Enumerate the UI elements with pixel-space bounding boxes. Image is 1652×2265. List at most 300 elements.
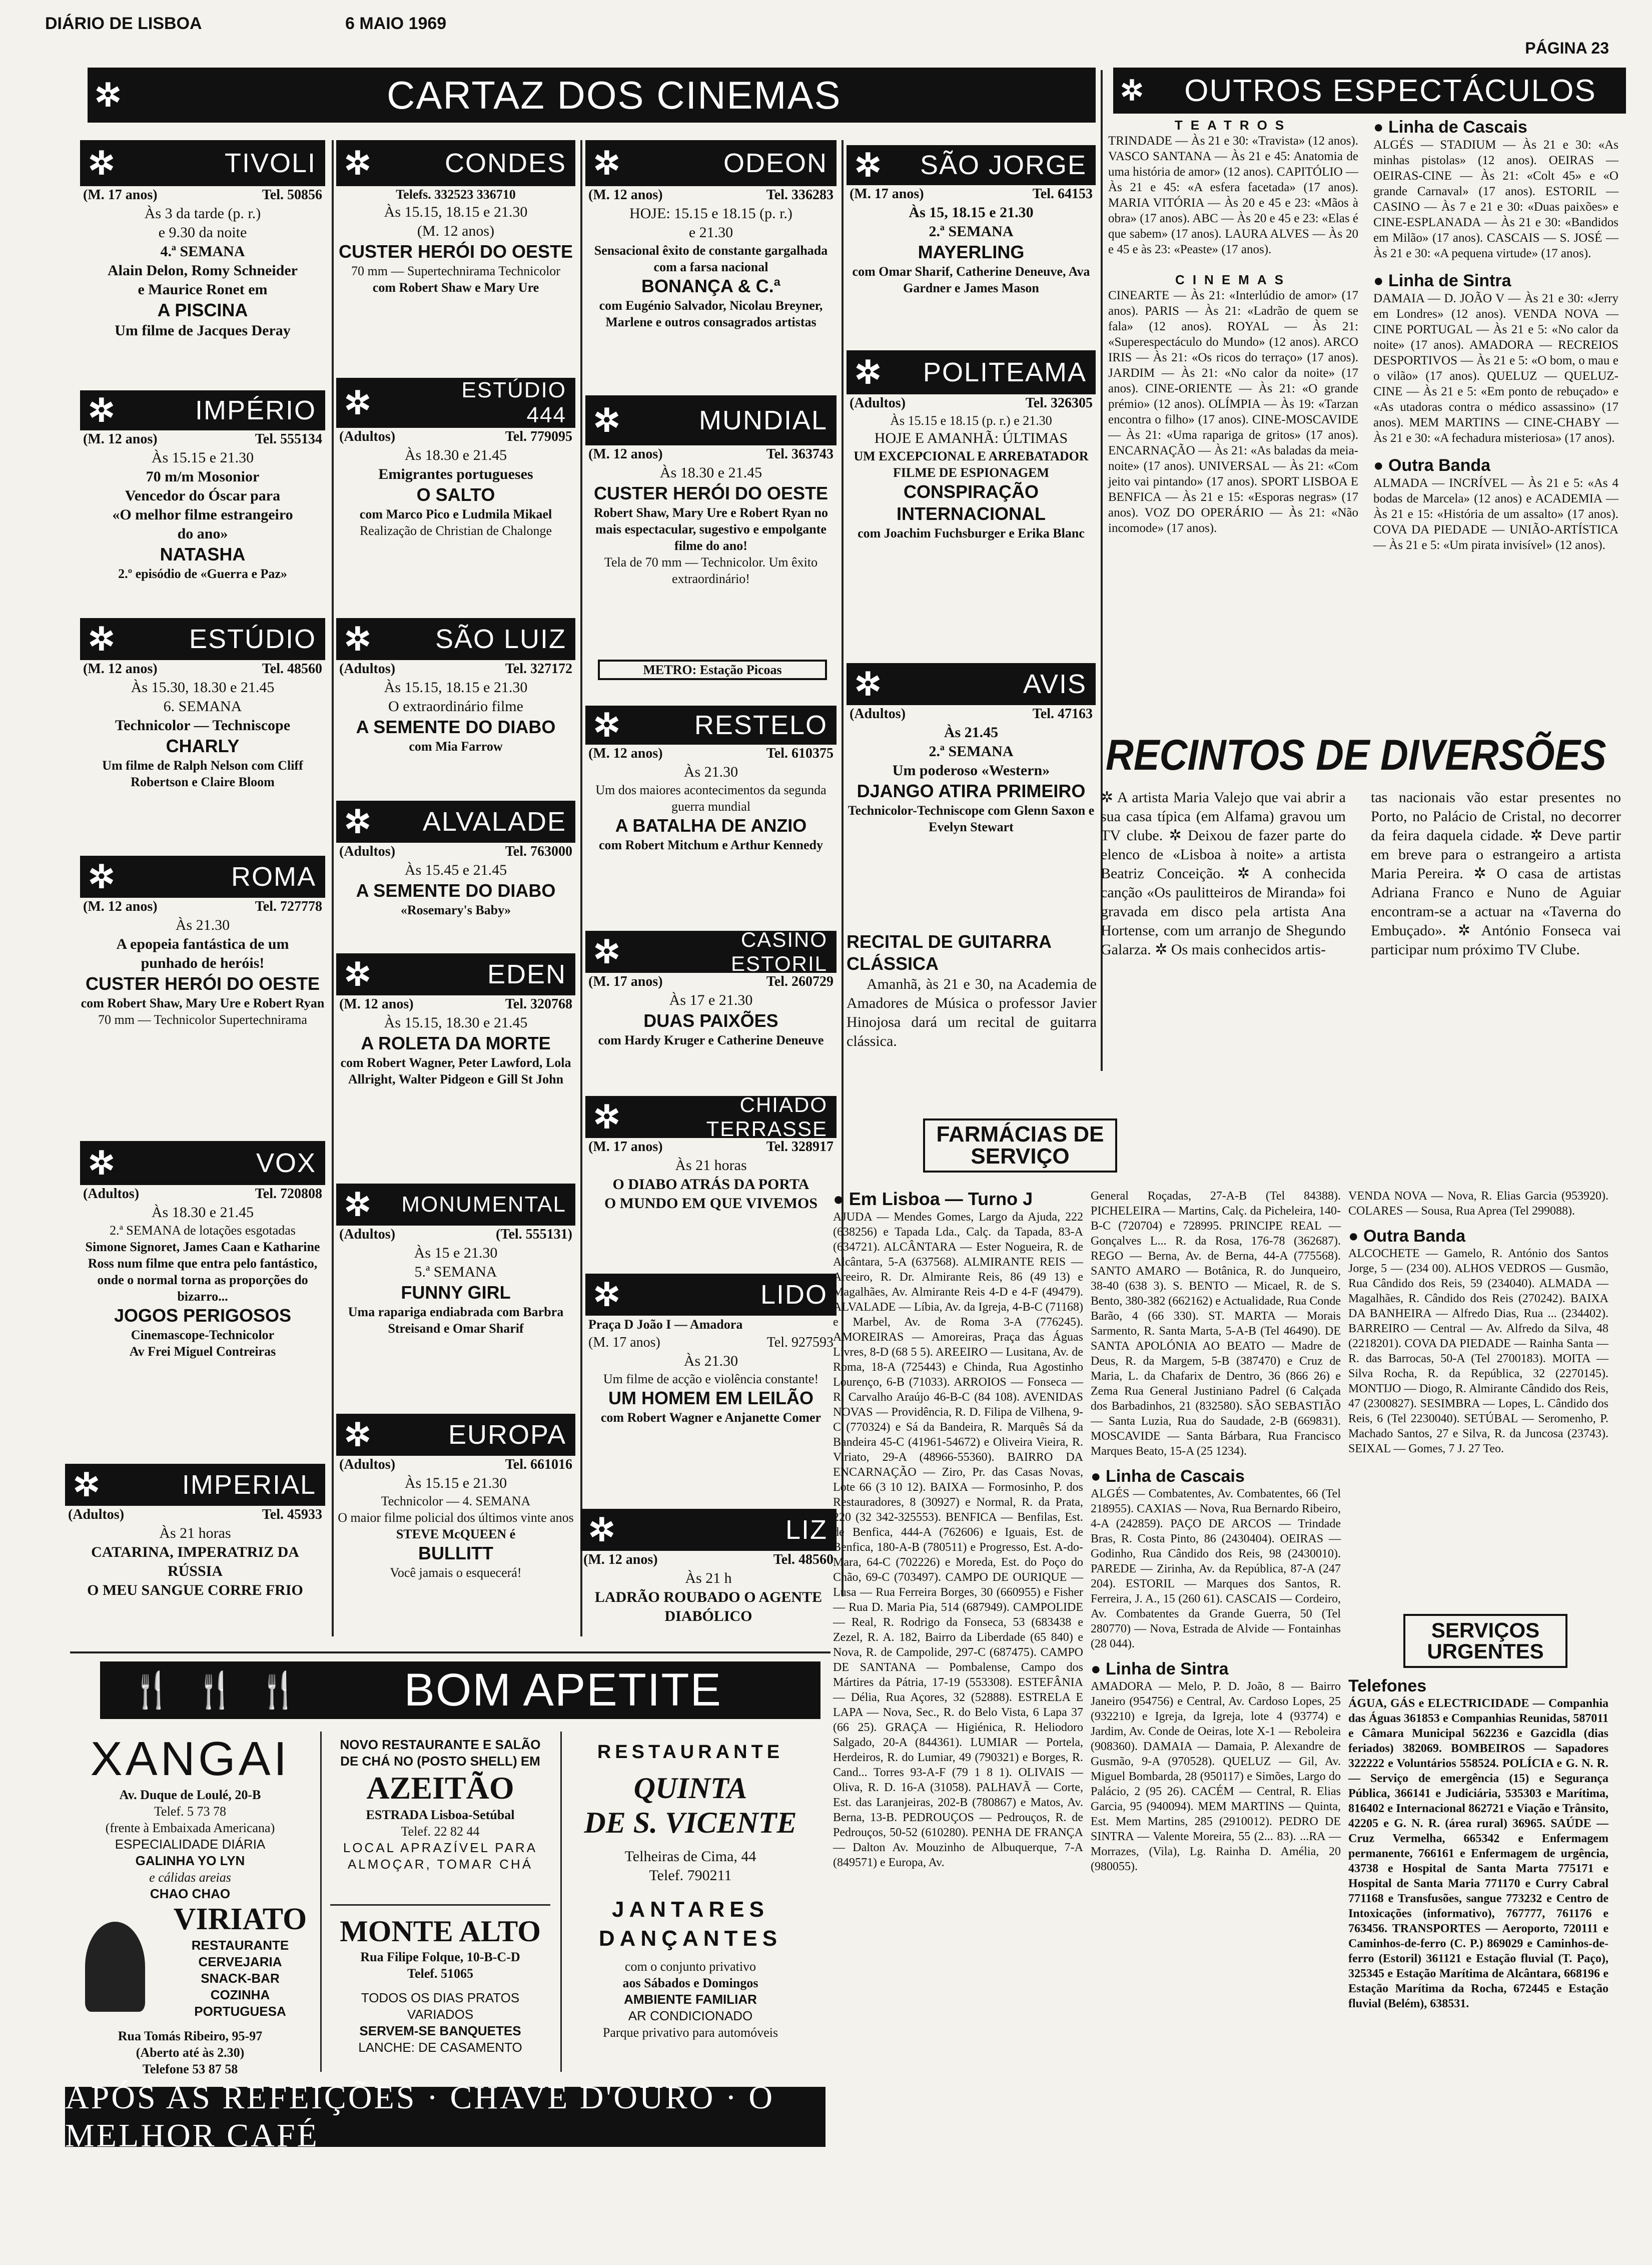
- age-rating: (Adultos): [83, 1186, 140, 1202]
- age-rating: (M. 17 anos): [588, 1139, 663, 1155]
- cascais-pharm-heading: ● Linha de Cascais: [1091, 1467, 1245, 1486]
- age-rating: (Adultos): [68, 1507, 125, 1522]
- chave-douro-text: APÓS AS REFEIÇÕES · CHAVE D'OURO · O MELHOR CAFÉ: [65, 2079, 775, 2154]
- star-icon: ✲: [855, 354, 882, 390]
- schedule: Às 15.15, 18.15 e 21.30: [384, 679, 528, 696]
- cinema-name: CHIADO TERRASSE: [706, 1093, 828, 1141]
- cast: com Mia Farrow: [409, 739, 503, 754]
- star-icon: ✲: [593, 1277, 620, 1313]
- week: 2.ª SEMANA: [929, 223, 1014, 240]
- cinema-name: ROMA: [231, 862, 316, 892]
- cast: com Hardy Kruger e Catherine Deneuve: [598, 1033, 824, 1047]
- outros-title: OUTROS ESPECTÁCULOS: [1184, 73, 1596, 108]
- viriato-info: PORTUGUESA: [194, 2004, 286, 2019]
- star-icon: ✲: [855, 666, 882, 702]
- viriato-info: CERVEJARIA: [198, 1954, 282, 1969]
- film-title: O MUNDO EM QUE VIVEMOS: [604, 1195, 818, 1212]
- cinema-name: AVIS: [1023, 669, 1087, 699]
- schedule: Às 21.45: [944, 724, 999, 741]
- outros-banner: [1113, 68, 1626, 114]
- cast: com Eugénio Salvador, Nicolau Breyner, Marlene e outros consagrados artistas: [599, 298, 823, 329]
- schedule: Às 21 h: [685, 1570, 732, 1586]
- cinema-europa: [336, 1414, 575, 1581]
- info: «O melhor filme estrangeiro: [112, 506, 293, 523]
- ad-rule: [560, 1732, 562, 2072]
- azeitao-info: LOCAL APRAZÍVEL PARA: [343, 1840, 538, 1855]
- cast: Alain Delon, Romy Schneider: [107, 262, 298, 279]
- film-title: A PISCINA: [157, 300, 248, 320]
- sintra-pharm-heading: ● Linha de Sintra: [1091, 1659, 1229, 1678]
- star-icon: ✲: [593, 145, 620, 181]
- phone: Tel. 363743: [766, 446, 834, 462]
- cinemas-text: CINEARTE — Às 21: «Interlúdio de amor» (17 anos). PARIS — Às 21: «Ladrão de quem se fala» (12 anos). ROYAL — Às 21: «Superespectáculo do Mundo» (12 anos). ARCO IRIS — Às 21: «Os ricos do terraço» (17 anos). JARDIM — Às 21: «No calor da noite» (17 anos). CINE-ORIENTE — Às 21: «O grande prémio» (12 anos). OLÍMPIA — Às 19: «Tarzan encontra o filho» (17 anos). CINE-MOSCAVIDE — Às 21: «Uma rapariga de gritos» (17 anos). ENCARNAÇÃO — Às 21: «As baladas da meia-noite» (17 anos). UNIVERSAL — Às 21: «Com jeito vai pintando» (17 anos). SPORT LISBOA E BENFICA — Às 21 e 15: «Esporas negras» (17 anos). VOZ DO OPERÁRIO — Às 21: «Não incomode» (17 anos).: [1108, 289, 1358, 535]
- phone: Tel. 327172: [505, 661, 572, 677]
- info: Tela de 70 mm — Technicolor. Um êxito extraordinário!: [604, 555, 818, 586]
- info: punhado de heróis!: [141, 955, 265, 971]
- schedule: Às 15.15 e 21.30: [404, 1475, 507, 1491]
- recintos-col2: tas nacionais vão estar presentes no Porto, no Palácio de Cristal, no decorrer da feira daquela cidade. ✲ Deve partir em breve para o estrangeiro a artista Maria Pereira. ✲ O casa de artistas Adriana Franco e Nuno de Aguiar encontram-se a actuar na «Taverna do Embuçado». ✲ António Fonseca vai participar num próximo TV Clube.: [1371, 789, 1621, 958]
- recital-title: RECITAL DE GUITARRA CLÁSSICA: [847, 931, 1051, 974]
- schedule: Às 21.30: [683, 764, 738, 780]
- info: 70 mm — Technicolor Supertechnirama: [98, 1012, 307, 1027]
- star-icon: ✲: [88, 621, 115, 657]
- cast: com Marco Pico e Ludmila Mikael: [359, 507, 552, 521]
- cast: com Omar Sharif, Catherine Deneuve, Ava Gardner e James Mason: [852, 264, 1090, 295]
- star-icon: ✲: [88, 1145, 115, 1181]
- cinema-bar: [80, 140, 325, 186]
- cinema-name: POLITEAMA: [923, 357, 1087, 387]
- star-icon: ✲: [855, 147, 882, 183]
- montealto-info: LANCHE: DE CASAMENTO: [358, 2040, 522, 2055]
- cinema-name: RESTELO: [694, 710, 828, 740]
- info: O extraordinário filme: [388, 698, 523, 715]
- cinema-odeon: [585, 140, 837, 330]
- schedule: Às 15.15, 18.15 e 21.30: [384, 204, 528, 220]
- quinta-info: Parque privativo para automóveis: [602, 2025, 778, 2040]
- age-rating: (M. 12 anos): [588, 187, 663, 203]
- banda-pharm-heading: ● Outra Banda: [1348, 1227, 1466, 1246]
- montealto-info: VARIADOS: [407, 2007, 474, 2022]
- viriato-info: COZINHA: [210, 1987, 270, 2002]
- montealto-info: SERVEM-SE BANQUETES: [359, 2023, 521, 2038]
- cinema-imperio: [80, 390, 325, 582]
- film-title: O MEU SANGUE CORRE FRIO: [87, 1582, 303, 1598]
- cast: com Robert Wagner e Anjanette Comer: [600, 1410, 821, 1425]
- star-icon: ✲: [588, 1512, 615, 1548]
- xangai-phone: Telef. 5 73 78: [154, 1804, 227, 1819]
- ad-rule: [330, 1904, 550, 1906]
- phone: Tel. 47163: [1032, 706, 1093, 722]
- info: O maior filme policial dos últimos vinte anos: [338, 1510, 574, 1525]
- cinema-politeama: [847, 350, 1096, 541]
- quinta-phone: Telef. 790211: [649, 1867, 732, 1884]
- cinema-bar: [336, 1184, 575, 1226]
- cinema-eden: [336, 953, 575, 1087]
- cinema-name: ESTÚDIO: [189, 624, 316, 654]
- info: Technicolor — Techniscope: [115, 717, 291, 734]
- newspaper-name: DIÁRIO DE LISBOA: [45, 14, 202, 33]
- ad-montealto: [330, 1914, 550, 2056]
- film-title: LADRÃO ROUBADO O AGENTE DIABÓLICO: [594, 1589, 822, 1624]
- cinema-name: TIVOLI: [224, 148, 316, 178]
- azeitao-top: NOVO RESTAURANTE E SALÃO DE CHÁ NO (POSTO SHELL) EM: [340, 1737, 541, 1769]
- phone: Tel. 610375: [766, 746, 834, 761]
- cinema-bar: [585, 140, 837, 186]
- star-icon: ✲: [88, 145, 115, 181]
- cinema-bar: [336, 1414, 575, 1456]
- cast: Uma rapariga endiabrada com Barbra Streisand e Omar Sharif: [348, 1305, 564, 1336]
- film-title: A SEMENTE DO DIABO: [356, 880, 556, 901]
- schedule: Às 21.30: [175, 917, 230, 933]
- schedule: Às 15.15 e 18.15 (p. r.) e 21.30: [890, 413, 1052, 428]
- phone: Tel. 336283: [766, 187, 834, 203]
- film-title: O DIABO ATRÁS DA PORTA: [612, 1176, 809, 1193]
- cinema-bar: [80, 390, 325, 430]
- bom-apetite-banner: [100, 1661, 820, 1719]
- cast: e Maurice Ronet em: [138, 281, 268, 298]
- film-title: A BATALHA DE ANZIO: [615, 815, 807, 836]
- cinema-bar: [336, 140, 575, 186]
- info: Sensacional êxito de constante gargalhada com a farsa nacional: [594, 243, 828, 274]
- film-title: CUSTER HERÓI DO OESTE: [85, 973, 320, 994]
- montealto-phone: Telef. 51065: [407, 1966, 473, 1981]
- info: 70 m/m Mosonior: [146, 468, 260, 485]
- cinema-name: EDEN: [487, 959, 566, 989]
- page-number: PÁGINA 23: [1525, 39, 1609, 57]
- week: 5.ª SEMANA: [414, 1264, 497, 1280]
- star-icon: ✲: [593, 1099, 620, 1135]
- film-title: MAYERLING: [918, 242, 1025, 262]
- farmacias-title: [923, 1118, 1117, 1173]
- cinema-bar: [847, 145, 1096, 185]
- cast: com Joachim Fuchsburger e Erika Blanc: [858, 526, 1085, 540]
- cinema-bar: [580, 1509, 837, 1551]
- xangai-info: GALINHA YO LYN: [135, 1853, 245, 1868]
- schedule: Às 15, 18.15 e 21.30: [909, 204, 1034, 221]
- cinema-bar: [336, 953, 575, 995]
- film-title: A SEMENTE DO DIABO: [356, 717, 556, 737]
- schedule: Às 17 e 21.30: [669, 992, 753, 1008]
- info: STEVE McQUEEN é: [396, 1527, 516, 1541]
- cinema-imperial: [65, 1464, 325, 1600]
- azeitao-name: AZEITÃO: [366, 1770, 514, 1806]
- phone: Tel. 50856: [262, 187, 322, 203]
- age-rating: (M. 17 anos): [588, 1335, 660, 1350]
- cinema-bar: [80, 856, 325, 898]
- film-title: CONSPIRAÇÃO INTERNACIONAL: [897, 481, 1046, 524]
- cinema-estudio444: [336, 378, 575, 539]
- cinema-name: CASINO ESTORIL: [731, 928, 828, 975]
- cinema-name: IMPÉRIO: [195, 395, 316, 425]
- viriato-hours: (Aberto até às 2.30): [136, 2045, 245, 2060]
- cinema-name: ODEON: [723, 148, 828, 178]
- cinema-name: IMPERIAL: [182, 1470, 316, 1500]
- info: Um dos maiores acontecimentos da segunda guerra mundial: [595, 783, 827, 814]
- age-rating: (M. 17 anos): [83, 187, 158, 203]
- cinema-bar: [80, 618, 325, 660]
- phone: Telefs. 332523 336710: [396, 187, 516, 202]
- ads-rule: [70, 1651, 831, 1653]
- age-rating: (M. 12 anos): [83, 661, 158, 677]
- film-title: CUSTER HERÓI DO OESTE: [593, 483, 829, 503]
- star-icon: ✲: [593, 934, 620, 970]
- lisboa-heading: ● Em Lisboa — Turno J: [833, 1189, 1033, 1209]
- montealto-address: Rua Filipe Folque, 10-B-C-D: [360, 1950, 520, 1964]
- xangai-info: e cálidas areias: [149, 1870, 231, 1885]
- cast: Um filme de Ralph Nelson com Cliff Robertson e Claire Bloom: [102, 758, 303, 789]
- cinema-name: LIDO: [760, 1280, 828, 1310]
- film-title: CHARLY: [166, 736, 240, 756]
- ad-azeitao: [330, 1737, 550, 1873]
- xangai-info: ESPECIALIDADE DIÁRIA: [115, 1837, 266, 1852]
- cinema-name: EUROPA: [448, 1420, 566, 1450]
- lisboa-text: AJUDA — Mendes Gomes, Largo da Ajuda, 222 (638256) e Tapada Lda., Calç. da Tapada, 83-A (634721). ALCÂNTARA — Ester Nogueira, R. de Alcântara, 5-A (637568). ALMIRANTE REIS — Areeiro, R. Dr. Almirante Reis, 86 (49 13) e Magalhães, Av. Almirante Reis 4-D e 4-F (49479). ALVALADE — Líbia, Av. da Igreja, 4-B-C (71168) e Marbel, Av. de Roma 3-A (776245). AMOREIRAS — Amoreiras, Praça das Águas Livres, 8-D (68 5 5). AREEIRO — Lusitana, Av. de Roma, 18-A (725443) e Chinda, Rua Agostinho Lourenço, 6-B (71033). ARROIOS — Fonseca — R. Carvalho Araújo 46-B-C (84 108). AVENIDAS NOVAS — Providência, R. D. Filipa de Vilhena, 9-C (770324) e Sá da Bandeira, R. Marquês Sá da Bandeira 45-C (41961-54672) e Oliveira Vieira, R. Viriato, 29-A (48966-55360). BAIRRO DA ENCARNAÇÃO — Ziro, Pr. das Casas Novas, Lote 66 (3 10 12). BAIXA — Formosinho, P. dos Restauradores, 8 (30927) e Normal, R. da Prata, 220 (32 342-325553). BENFICA — Benfilas, Est. de Benfica, 444-A (762606) e Iguais, Est. de Benfica, 180-A-B (780511) e Progresso, Est. A-do-Mara, 64-C (702226) e Moreda, Est. do Poço do Chão, 69-C (703497). CAMPO DE OURIQUE — Lusa — Rua Ferreira Borges, 30 (660955) e Fisher — Rua D. Maria Pia, 514 (687949). CAMPOLIDE — Real, R. Rodrigo da Fonseca, 53 (683438 e Zezel, R. A. 182, Bairro da Liberdade (65 840) e Nova, R. de Campolide, 297-C (687475). CAMPO DE SANTANA — Pombalense, Campo dos Mártires da Pátria, 17-19 (553308). ESTEFÂNIA — Délia, Rua Açores, 32 (52888). ESTRELA E LAPA — Nova, Sec., R. do Belo Vista, 6 Lapa 37 (66 25). GRAÇA — Higiénica, R. Heliodoro Salgado, 20-A (844361). LUMIAR — Portela, Herdeiros, R. do Lumiar, 49 (790321) e Borges, R. Cand... Torres 93-A-F (79 1 8 1). OLIVAIS — Oliva, R. D. 16-A (31058). PALHAVÃ — Corte, Est. das Laranjeiras, 202-B (780867) e Matos, Av. Berna, 13-B. PEDROUÇOS — Pedrouços, R. de Pedrouços, 50-52 (610280). PENHA DE FRANÇA — Dalton Av. Mouzinho de Albuquerque, 7-A (849571) e Europa, Av.: [833, 1211, 1083, 1869]
- xangai-info: (frente à Embaixada Americana): [105, 1821, 275, 1835]
- quinta-info: aos Sábados e Domingos: [622, 1976, 758, 1990]
- cinema-saoluiz: [336, 618, 575, 755]
- recintos-title: RECINTOS DE DIVERSÕES: [1106, 731, 1606, 779]
- star-icon: ✲: [73, 1467, 100, 1503]
- bom-apetite-title: BOM APETITE: [404, 1664, 722, 1716]
- age-rating: (M. 12 anos): [83, 899, 158, 914]
- phone: Tel. 727778: [255, 899, 322, 914]
- sintra-heading: ● Linha de Sintra: [1373, 271, 1511, 290]
- cinema-bar: [336, 618, 575, 660]
- age-rating: (Adultos): [339, 1227, 396, 1242]
- star-icon: ✲: [344, 385, 371, 421]
- lisboa-text-cont: General Roçadas, 27-A-B (Tel 84388). PICHELEIRA — Martins, Calç. da Picheleira, 140-B-C (720704) e 728995. PRINCIPE REAL — Gonçalves L... R. da Rosa, 176-78 (362687). REGO — Berna, Av. de Berna, 44-A (775568). SANTO AMARO — Botânica, R. do Junqueiro, 38-40 (638 3). S. BENTO — Micael, R. de S. Bento, 380-382 (662162) e Actualidade, Rua Conde Barão, 4 (66 330). ST. MARTA — Morais Sarmento, R. Santa Marta, 5-A-B (Tel 46490). DE SANTA APOLÓNIA AO BEATO — Madre de Deus, R. da Margem, 5-B (387470) e Cruz de Maria, L. da Chafarix de Dentro, 36 (866 26) e Zema Rua General Justiniano Padrel (6 Calçada dos Barbadinhos, 21 (832580). SÃO SEBASTIÃO — Santa Luzia, Rua do Saudade, 2-B (669831). MOSCAVIDE — Santa Bárbara, Rua Francisco Marques Beato, 15-A (25 1234).: [1091, 1190, 1341, 1458]
- cutlery-icon: 🍴 🍴 🍴: [130, 1670, 306, 1710]
- cinema-bar: [847, 663, 1096, 705]
- cinema-vox: [80, 1141, 325, 1360]
- phone: Tel. 48560: [773, 1552, 834, 1567]
- week: Technicolor — 4. SEMANA: [381, 1494, 531, 1508]
- cinema-bar: [585, 706, 837, 745]
- xangai-address: Av. Duque de Loulé, 20-B: [119, 1788, 261, 1802]
- phone: (Tel. 555131): [496, 1227, 572, 1242]
- week: 6. SEMANA: [163, 698, 242, 715]
- chave-douro-banner: [65, 2079, 825, 2154]
- cinema-name: ALVALADE: [422, 807, 566, 837]
- servicos-title: [1403, 1614, 1567, 1668]
- cartaz-title: CARTAZ DOS CINEMAS: [387, 73, 842, 117]
- cinema-estudio: [80, 618, 325, 790]
- phone: Tel. 260729: [766, 974, 834, 989]
- schedule: e 21.30: [688, 224, 733, 241]
- info: Realização de Christian de Chalonge: [359, 523, 552, 538]
- cinema-alvalade: [336, 801, 575, 918]
- star-icon: ✲: [344, 145, 371, 181]
- cascais-heading: ● Linha de Cascais: [1373, 118, 1527, 137]
- quinta-info: com o conjunto privativo: [624, 1959, 756, 1974]
- phone: Tel. 555134: [255, 431, 322, 447]
- viriato-name: VIRIATO: [173, 1902, 307, 1936]
- phone: Tel. 326305: [1025, 395, 1093, 411]
- star-icon: ✲: [344, 1417, 371, 1453]
- servicos-section: [1348, 1676, 1608, 2011]
- column-rule: [332, 140, 334, 1636]
- info: Um filme de acção e violência constante!: [603, 1372, 819, 1386]
- cinema-bar: [585, 928, 837, 975]
- farmacias-label: FARMÁCIAS DE SERVIÇO: [936, 1122, 1104, 1169]
- cinema-roma: [80, 856, 325, 1028]
- film-title: A ROLETA DA MORTE: [361, 1033, 551, 1053]
- xangai-info: CHAO CHAO: [150, 1886, 231, 1901]
- ad-quinta: [570, 1742, 810, 2041]
- age-rating: (M. 17 anos): [588, 974, 663, 989]
- film-title: O SALTO: [416, 484, 495, 505]
- cinema-liz: [580, 1509, 837, 1626]
- schedule: Às 21 horas: [675, 1157, 747, 1174]
- cast: com Robert Shaw e Mary Ure: [372, 280, 539, 295]
- metro-note: METRO: Estação Picoas: [598, 660, 827, 680]
- column-rule: [580, 140, 582, 1636]
- week: 2.ª SEMANA: [929, 743, 1014, 760]
- info: do ano»: [177, 525, 228, 542]
- quinta-dances: JANTARES DANÇANTES: [598, 1897, 782, 1951]
- star-icon: ✲: [593, 402, 620, 438]
- teatros-text: TRINDADE — Às 21 e 30: «Travista» (12 anos). VASCO SANTANA — Às 21 e 45: Anatomia de uma história de amor» (12 anos). CAPITÓLIO — Às 21 e 45: «A esfera facetada» (17 anos). MARIA VITÓRIA — Às 20 e 45 e 23: «Mãos à obra» (17 anos). ABC — Às 20 e 45 e 23: «Elas é que sabem» (17 anos). LAURA ALVES — Às 20 e 45 e às 23: «Peaste» (17 anos).: [1108, 134, 1358, 256]
- age-rating: (Adultos): [339, 429, 396, 444]
- star-icon: ✲: [88, 859, 115, 895]
- banda-text: ALMADA — INCRÍVEL — Às 21 e 5: «As 4 bodas de Marcela» (12 anos) e ACADEMIA — Às 21 e 15: «História de um assalto» (17 anos). COVA DA PIEDADE — UNIÃO-ARTÍSTICA — Às 21 e 5: «Um pirata invisível» (12 anos).: [1373, 476, 1618, 552]
- cast: Technicolor-Techniscope com Glenn Saxon e Evelyn Stewart: [848, 803, 1095, 834]
- banda-heading: ● Outra Banda: [1373, 456, 1491, 475]
- schedule: Às 15.45 e 21.45: [404, 862, 507, 878]
- address: Praça D João I — Amadora: [588, 1317, 743, 1332]
- cascais-pharm-text: ALGÉS — Combatentes, Av. Combatentes, 66 (Tel 218955). CAXIAS — Nova, Rua Bernardo Ribeiro, 4-A (242859). PAÇO DE ARCOS — Trindade Bras, R. Costa Pinto, 86 (2430404). OEIRAS — Godinho, Rua Cândido dos Reis, 98 (2430010). PAREDE — Zirinha, Av. da República, 87-A (247 204). ESTORIL — Marques dos Santos, R. Ferreira, J. A., 15 (260 61). CASCAIS — Cordeiro, Av. Combatentes da Grande Guerra, 50 (Tel 280770) — Nova, Estrada de Alvide — Fontainhas (28 044).: [1091, 1487, 1341, 1650]
- cartaz-banner: [88, 68, 1096, 123]
- age-rating: (Adultos): [339, 1457, 396, 1472]
- address: Av Frei Miguel Contreiras: [129, 1344, 276, 1359]
- film-title: CUSTER HERÓI DO OESTE: [338, 241, 573, 262]
- cinema-restelo: [585, 706, 837, 853]
- cast: com Robert Mitchum e Arthur Kennedy: [599, 838, 823, 852]
- cinema-name: SÃO JORGE: [920, 150, 1087, 180]
- azeitao-info: ESTRADA Lisboa-Setúbal: [366, 1808, 515, 1822]
- info: Você jamais o esquecerá!: [390, 1565, 522, 1580]
- cinema-chiado: [585, 1093, 837, 1213]
- recintos-col1: ✲ A artista Maria Valejo que vai abrir a sua casa típica (em Alfama) gravou um TV clube. ✲ Deixou de fazer parte do elenco de «Lisboa à noite» a artista Beatriz Conceição. ✲ A conhecida canção «Os paulitteiros de Miranda» foi gravada em disco pela artista Ana Hortense, com um arranjo de Shegundo Galarza. ✲ Os mais conhecidos artis-: [1101, 789, 1346, 958]
- film-title: JOGOS PERIGOSOS: [114, 1305, 292, 1326]
- phone: Tel. 661016: [505, 1457, 572, 1472]
- week: 4.ª SEMANA: [160, 243, 245, 260]
- teatros-heading: TEATROS: [1174, 118, 1292, 133]
- info: Cinemascope-Technicolor: [131, 1328, 275, 1342]
- phone: Tel. 720808: [255, 1186, 322, 1202]
- age-rating: (Adultos): [850, 706, 906, 722]
- viriato-info: SNACK-BAR: [201, 1971, 280, 1986]
- cast: Robert Shaw, Mary Ure e Robert Ryan no mais espectacular, sugestivo e empolgante filme do ano!: [594, 505, 828, 553]
- schedule: Às 15.15 e 21.30: [151, 449, 254, 466]
- phone: Tel. 320768: [505, 996, 572, 1012]
- film-title: NATASHA: [160, 544, 246, 564]
- cast: com Robert Wagner, Peter Lawford, Lola Allright, Walter Pidgeon e Gill St John: [340, 1055, 571, 1086]
- info: «Rosemary's Baby»: [400, 903, 511, 917]
- film-title: BULLITT: [418, 1543, 493, 1563]
- star-icon: ✲: [593, 707, 620, 743]
- film-title: DJANGO ATIRA PRIMEIRO: [857, 781, 1086, 801]
- info: Emigrantes portugueses: [378, 466, 533, 482]
- age-rating: (M. 12 anos): [417, 223, 495, 239]
- phone: Tel. 779095: [505, 429, 572, 444]
- cinema-lido: [585, 1274, 837, 1426]
- cinema-bar: [65, 1464, 325, 1506]
- phone: Tel. 45933: [262, 1507, 322, 1522]
- farmacias-col3: [1348, 1189, 1608, 1456]
- schedule: Às 18.30 e 21.45: [404, 447, 507, 463]
- cinema-bar: [80, 1141, 325, 1185]
- cinema-mundial: [585, 395, 837, 587]
- viriato-phone: Telefone 53 87 58: [142, 2062, 238, 2076]
- info: 2.º episódio de «Guerra e Paz»: [118, 567, 287, 581]
- schedule: Às 15.15, 18.30 e 21.45: [384, 1014, 528, 1031]
- cinema-name: SÃO LUIZ: [435, 624, 566, 654]
- film-title: BONANÇA & C.ª: [641, 276, 780, 296]
- recital-text: Amanhã, às 21 e 30, na Academia de Amadores de Música o professor Javier Hinojosa dará um recital de guitarra clássica.: [847, 976, 1097, 1049]
- star-icon: ✲: [88, 392, 115, 428]
- cinema-saojorge: [847, 145, 1096, 296]
- montealto-info: TODOS OS DIAS PRATOS: [361, 1990, 520, 2005]
- cascais-text: ALGÉS — STADIUM — Às 21 e 30: «As minhas pistolas» (12 anos). OEIRAS — OEIRAS-CINE — Às 21: «Colt 45» e «O grande Carnaval» (17 anos). ESTORIL — CASINO — Às 7 e 21 e 30: «Duas paixões» e CINE-ESPLANADA — Às 21 e 30: «Bandidos em Milão» (17 anos). CASCAIS — S. JOSÉ — Às 21 e 30: «A pequena virtude» (17 anos).: [1373, 138, 1618, 260]
- banda-pharm-text: ALCOCHETE — Gamelo, R. António dos Santos Jorge, 5 — (234 00). ALHOS VEDROS — Gusmão, Rua Cândido dos Reis, 59 (234040). ALMADA — Magalhães, R. Cândido dos Reis (270242). BAIXA DA BANHEIRA — Alfredo Dias, Rua ... (234402). BARREIRO — Central — Av. Alfredo da Silva, 48 (2218201). COVA DA PIEDADE — Rainha Santa — R. das Barrocas, 50-A (Tel 2700183). MOITA — Silva Rocha, R. da República, 32 (2270145). MONTIJO — Diogo, R. Almirante Cândido dos Reis, 47 (2300827). SESIMBRA — Lopes, L. Cândido dos Reis, 6 (Tel 2230040). SETÚBAL — Seromenho, P. Machado Santos, 27 e Silva, R. da Juncosa (23743). SEIXAL — Gomes, 7 J. 27 Teo.: [1348, 1247, 1608, 1455]
- schedule: Às 21.30: [683, 1353, 738, 1369]
- col3-text: VENDA NOVA — Nova, R. Elias Garcia (953920). COLARES — Sousa, Rua Aprea (Tel 299088).: [1348, 1190, 1608, 1218]
- quinta-address: Telheiras de Cima, 44: [624, 1848, 756, 1865]
- director: Um filme de Jacques Deray: [115, 322, 291, 339]
- cinema-casino: [585, 928, 837, 1048]
- star-icon: ✲: [95, 77, 122, 113]
- xangai-name: XANGAI: [90, 1732, 290, 1786]
- quinta-name: DE S. VICENTE: [584, 1806, 797, 1839]
- age-rating: (M. 12 anos): [588, 446, 663, 462]
- cast: com Robert Shaw, Mary Ure e Robert Ryan: [81, 996, 325, 1010]
- cinema-bar: [336, 378, 575, 428]
- star-icon: ✲: [344, 1187, 371, 1223]
- schedule: e 9.30 da noite: [158, 224, 247, 241]
- farmacias-lisboa: [833, 1189, 1083, 1870]
- cinema-monumental: [336, 1184, 575, 1337]
- sintra-text: DAMAIA — D. JOÃO V — Às 21 e 30: «Jerry em Londres» (12 anos). VENDA NOVA — CINE PORTUGAL — Às 21 e 5: «No calor da noite» (17 anos). AMADORA — RECREIOS DESPORTIVOS — Às 21 e 5: «O bom, o mau e o vilão» (17 anos). QUELUZ — QUELUZ-CINE — Às 21 e 5: «Em ponto de rebuçado» e «As utadoras contra o médico assassino» (17 anos). MEM MARTINS — CINE-CHABY — Às 21 e 30: «A fechadura misteriosa» (17 anos).: [1373, 292, 1618, 445]
- film-title: FUNNY GIRL: [401, 1282, 511, 1303]
- info: HOJE E AMANHÃ: ÚLTIMAS: [874, 430, 1068, 446]
- telefones-heading: Telefones: [1348, 1676, 1427, 1695]
- ad-xangai: [70, 1732, 310, 1902]
- schedule: Às 18.30 e 21.45: [659, 464, 762, 481]
- film-title: DUAS PAIXÕES: [643, 1010, 778, 1031]
- cinema-name: CONDES: [444, 148, 566, 178]
- phone: Tel. 48560: [262, 661, 322, 677]
- ad-rule: [320, 1732, 322, 2072]
- farmacias-col2: [1091, 1189, 1341, 1874]
- info: UM EXCEPCIONAL E ARREBATADOR FILME DE ESPIONAGEM: [854, 449, 1089, 480]
- quinta-name: QUINTA: [633, 1772, 747, 1805]
- phone: Tel. 328917: [766, 1139, 834, 1155]
- cinema-bar: [336, 801, 575, 843]
- cinema-condes: [336, 140, 575, 296]
- cinema-name: VOX: [256, 1148, 316, 1178]
- quinta-top: RESTAURANTE: [597, 1742, 784, 1763]
- film-title: UM HOMEM EM LEILÃO: [608, 1388, 813, 1408]
- cinema-avis: [847, 663, 1096, 835]
- quinta-info: AMBIENTE FAMILIAR: [624, 1992, 757, 2007]
- star-icon: ✲: [344, 621, 371, 657]
- age-rating: (Adultos): [339, 661, 396, 677]
- info: Vencedor do Óscar para: [125, 487, 281, 504]
- star-icon: ✲: [344, 956, 371, 992]
- cinema-bar: [585, 1093, 837, 1141]
- ad-viriato: [70, 1902, 310, 2077]
